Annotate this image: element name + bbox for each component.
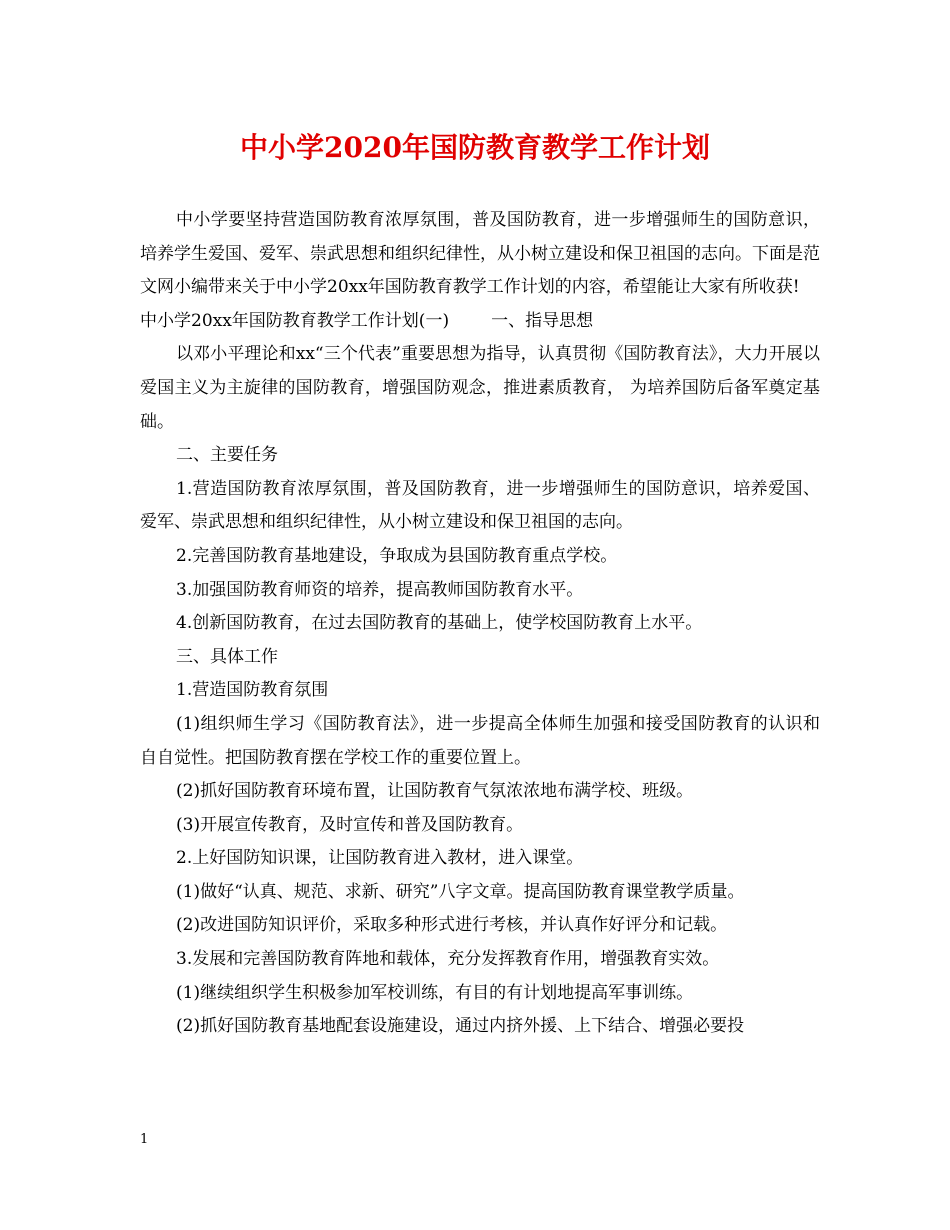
task-item: 2.完善国防教育基地建设，争取成为县国防教育重点学校。 [176,545,618,566]
task-item: 3.加强国防教育师资的培养，提高教师国防教育水平。 [176,579,584,600]
plan-heading-line [140,305,820,339]
section3-heading: 三、具体工作 [176,646,278,667]
task-item: 4.创新国防教育，在过去国防教育的基础上，使学校国防教育上水平。 [176,613,703,634]
plan-heading: 中小学20xx年国防教育教学工作计划(一) [140,310,450,331]
document-title: 中小学2020年国防教育教学工作计划 [240,131,710,164]
work-item: (1)做好“认真、规范、求新、研究”八字文章。提高国防教育课堂教学质量。 [176,881,745,902]
page-number: 1 [140,1132,149,1147]
section1-heading: 一、指导思想 [491,310,594,331]
section2-heading: 二、主要任务 [176,445,278,466]
task-item: 1.营造国防教育浓厚氛围，普及国防教育，进一步增强师生的国防意识，培养爱国、爱军、崇武思想和组织纪律性，从小树立建设和保卫祖国的志向。 [140,478,820,533]
work-item: (2)抓好国防教育基地配套设施建设，通过内挤外援、上下结合、增强必要投 [176,1016,745,1037]
work-item: 3.发展和完善国防教育阵地和载体，充分发挥教育作用，增强教育实效。 [176,949,720,970]
work-item: (2)抓好国防教育环境布置，让国防教育气氛浓浓地布满学校、班级。 [176,781,694,802]
work-item: 2.上好国防知识课，让国防教育进入教材，进入课堂。 [176,848,584,869]
work-item: 1.营造国防教育氛围 [176,680,329,701]
work-item: (3)开展宣传教育，及时宣传和普及国防教育。 [176,814,524,835]
intro-paragraph: 中小学要坚持营造国防教育浓厚氛围，普及国防教育，进一步增强师生的国防意识，培养学生爱国、爱军、崇武思想和组织纪律性，从小树立建设和保卫祖国的志向。下面是范文网小编带来关于中小学20xx年国防教育教学工作计划的内容，希望能让大家有所收获! [140,210,820,298]
work-item: (1)继续组织学生积极参加军校训练，有目的有计划地提高军事训练。 [176,982,694,1003]
section1-paragraph: 以邓小平理论和xx“三个代表”重要思想为指导，认真贯彻《国防教育法》，大力开展以爱国主义为主旋律的国防教育，增强国防观念，推进素质教育， 为培养国防后备军奠定基础。 [140,344,820,432]
work-item: (1)组织师生学习《国防教育法》，进一步提高全体师生加强和接受国防教育的认识和自自觉性。把国防教育摆在学校工作的重要位置上。 [140,713,820,768]
work-item: (2)改进国防知识评价，采取多种形式进行考核，并认真作好评分和记载。 [176,915,728,936]
document-body [140,204,820,1044]
